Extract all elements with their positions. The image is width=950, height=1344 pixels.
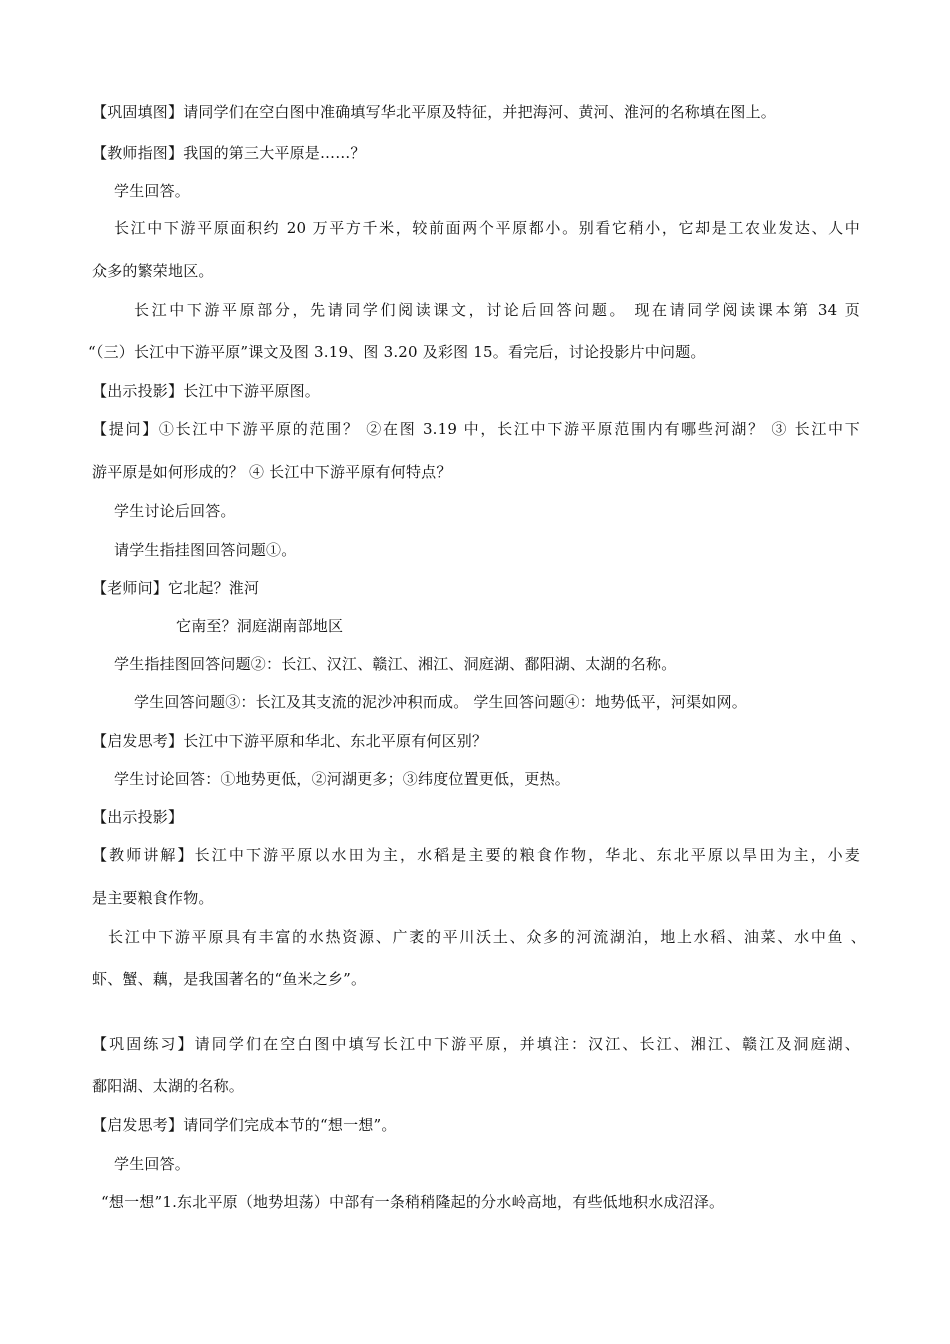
paragraph-think-about-it: 【启发思考】请同学们完成本节的“想一想”。 — [92, 1116, 397, 1134]
paragraph-questions: 【提问】①长江中下游平原的范围？ ②在图 3.19 中，长江中下游平原范围内有哪些河湖？ ③ 长江中下 — [92, 420, 860, 438]
paragraph-answer-q1: 请学生指挂图回答问题①。 — [114, 541, 297, 559]
paragraph-answer-q3-q4: 学生回答问题③：长江及其支流的泥沙冲积而成。 学生回答问题④：地势低平，河渠如网。 — [134, 693, 747, 711]
paragraph-area-intro: 长江中下游平原面积约 20 万平方千米，较前面两个平原都小。别看它稍小，它却是工农业发达、人中 — [114, 219, 860, 237]
paragraph-fish-rice: 长江中下游平原具有丰富的水热资源、广袤的平川沃土、众多的河流湖泊，地上水稻、油菜、水中鱼 、 — [108, 928, 866, 946]
paragraph-teacher-points-map: 【教师指图】我国的第三大平原是……？ — [92, 144, 366, 162]
paragraph-consolidate-exercise-cont: 鄱阳湖、太湖的名称。 — [92, 1077, 245, 1095]
paragraph-consolidate-fill-map: 【巩固填图】请同学们在空白图中准确填写华北平原及特征，并把海河、黄河、淮河的名称填在图上。 — [92, 103, 777, 121]
paragraph-read-textbook-cont: “（三）长江中下游平原”课文及图 3.19、图 3.20 及彩图 15。看完后，讨论投影片中问题。 — [88, 343, 706, 361]
paragraph-discuss-differences: 学生讨论回答：①地势更低，②河湖更多；③纬度位置更低，更热。 — [114, 770, 571, 788]
paragraph-student-discuss: 学生讨论后回答。 — [114, 502, 236, 520]
paragraph-teacher-asks: 【老师问】它北起？淮河 — [92, 579, 260, 597]
paragraph-show-projection: 【出示投影】长江中下游平原图。 — [92, 382, 321, 400]
paragraph-south-boundary: 它南至？洞庭湖南部地区 — [176, 617, 344, 635]
paragraph-student-answer-2: 学生回答。 — [114, 1155, 191, 1173]
paragraph-answer-q2: 学生指挂图回答问题②：长江、汉江、赣江、湘江、洞庭湖、鄱阳湖、太湖的名称。 — [114, 655, 677, 673]
paragraph-think-about-it-1: “想一想”1.东北平原（地势坦荡）中部有一条稍稍隆起的分水岭高地，有些低地积水成沼泽。 — [101, 1193, 725, 1211]
paragraph-show-projection-2: 【出示投影】 — [92, 808, 184, 826]
paragraph-questions-cont: 游平原是如何形成的？ ④ 长江中下游平原有何特点？ — [92, 463, 452, 481]
paragraph-student-answer: 学生回答。 — [114, 182, 191, 200]
paragraph-read-textbook: 长江中下游平原部分，先请同学们阅读课文，讨论后回答问题。 现在请同学阅读课本第 34 页 — [134, 301, 860, 319]
paragraph-area-intro-cont: 众多的繁荣地区。 — [92, 262, 214, 280]
paragraph-fish-rice-cont: 虾、蟹、藕，是我国著名的“鱼米之乡”。 — [92, 970, 367, 988]
paragraph-teacher-explains: 【教师讲解】长江中下游平原以水田为主，水稻是主要的粮食作物，华北、东北平原以旱田为主，小麦 — [92, 846, 860, 864]
paragraph-teacher-explains-cont: 是主要粮食作物。 — [92, 889, 214, 907]
paragraph-inspire-thinking: 【启发思考】长江中下游平原和华北、东北平原有何区别？ — [92, 732, 488, 750]
paragraph-consolidate-exercise: 【巩固练习】请同学们在空白图中填写长江中下游平原，并填注：汉江、长江、湘江、赣江及洞庭湖、 — [92, 1035, 860, 1053]
